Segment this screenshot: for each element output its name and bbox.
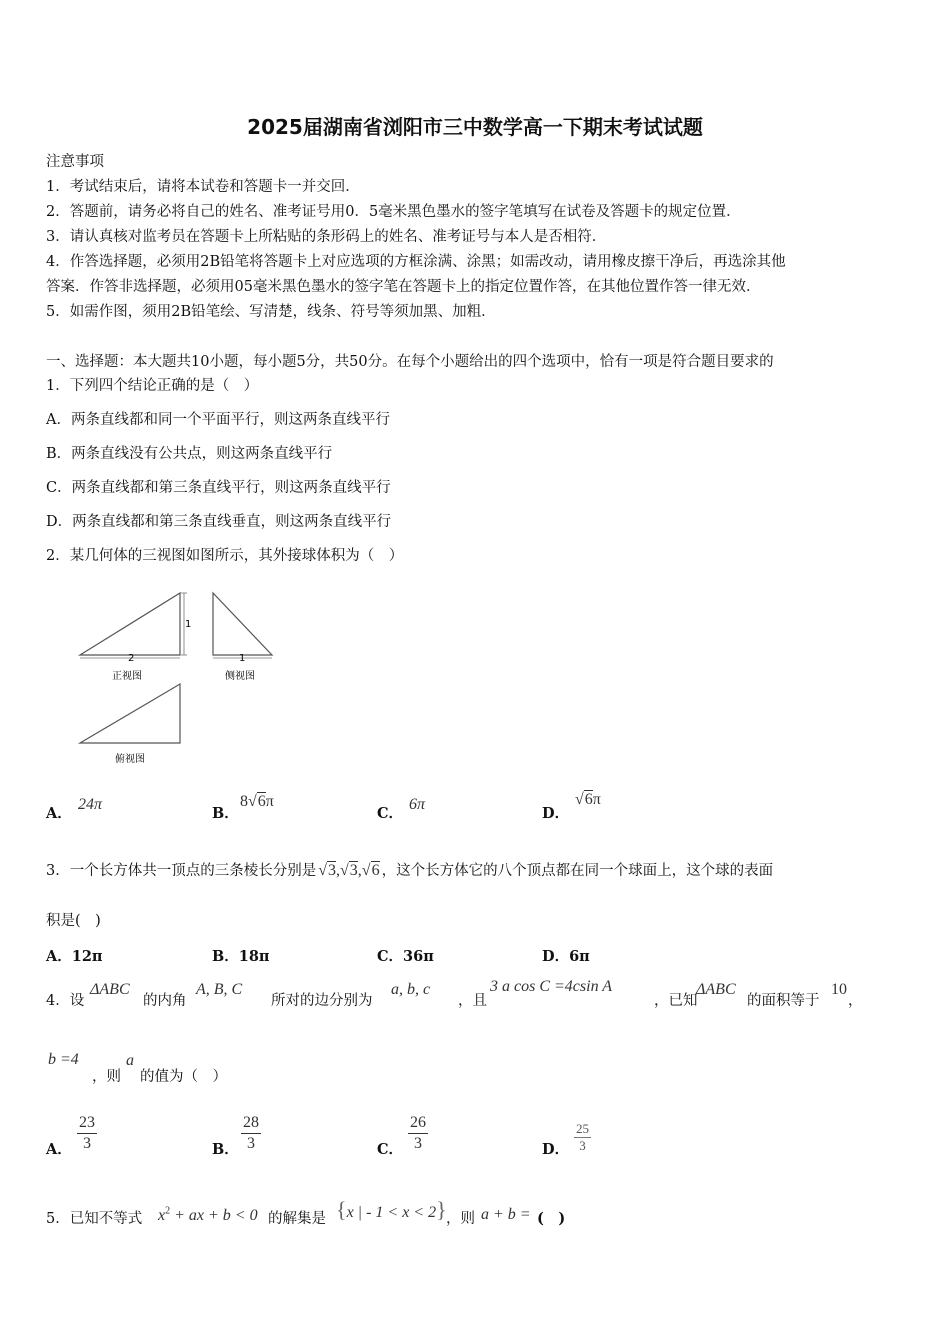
q4-text-3: ，且 (458, 993, 487, 1009)
q2-label-d: D． (542, 805, 570, 822)
front-dim-label: 2 (128, 653, 135, 664)
q4-text-2: 所对的边分别为 (271, 993, 373, 1009)
q4-angles: A, B, C (196, 981, 243, 998)
q4-option-b-frac: $\frac{28}{3}$ (243, 1114, 259, 1152)
side-view-caption: 侧视图 (225, 671, 255, 682)
q2-option-c-math: 6π (409, 796, 426, 813)
q4-tail: 的值为（ ） (140, 1069, 227, 1085)
q4-then: ，则 (92, 1069, 121, 1085)
q5-pre: 5．已知不等式 (46, 1211, 143, 1227)
q5-then: ，则 (446, 1211, 475, 1227)
question-3-stem-cont: 积是( ) (46, 913, 101, 929)
three-view-figure (70, 585, 290, 770)
q3-option-b: B．18π (212, 948, 270, 965)
page-title: 2025届湖南省浏阳市三中数学高一下期末考试试题 (247, 115, 703, 139)
q1-option-a: A．两条直线都和同一个平面平行，则这两条直线平行 (46, 412, 390, 428)
q2-option-b-math: 8√6π (240, 793, 274, 810)
front-view-caption: 正视图 (112, 671, 142, 682)
side-view-triangle (213, 593, 272, 655)
q4-option-d-frac: $\frac{25}{3}$ (576, 1121, 589, 1153)
note-item: 3．请认真核对监考员在答题卡上所粘贴的条形码上的姓名、准考证号与本人是否相符． (46, 229, 607, 245)
section-heading: 一、选择题：本大题共10小题，每小题5分，共50分。在每个小题给出的四个选项中，恰有一项是符合题目要求的 (46, 354, 774, 370)
q5-solution-set: {x | - 1 < x < 2} (336, 1197, 447, 1222)
q1-option-b: B．两条直线没有公共点，则这两条直线平行 (46, 446, 333, 462)
note-item: 5．如需作图，须用2B铅笔绘、写清楚，线条、符号等须加黑、加粗． (46, 304, 496, 320)
q4-comma: ， (848, 993, 863, 1009)
notes-heading: 注意事项 (46, 154, 104, 170)
q4-area: 10 (831, 981, 847, 998)
q4-label-c: C． (377, 1141, 404, 1158)
q4-triangle-1: ΔABC (90, 981, 130, 998)
q5-ab: a + b = (481, 1206, 531, 1223)
q3-option-a: A．12π (46, 948, 103, 965)
q5-mid: 的解集是 (268, 1211, 326, 1227)
q4-sides: a, b, c (391, 981, 431, 998)
note-item: 2．答题前，请务必将自己的姓名、准考证号用0．5毫米黑色墨水的签字笔填写在试卷及答题卡的规定位置． (46, 204, 741, 220)
top-view-caption: 俯视图 (115, 754, 145, 765)
note-item: 4．作答选择题，必须用2B铅笔将答题卡上对应选项的方框涂满、涂黑；如需改动，请用橡皮擦干净后，再选涂其他 (46, 254, 786, 270)
q1-option-d: D．两条直线都和第三条直线垂直，则这两条直线平行 (46, 514, 392, 530)
front-view-triangle (80, 593, 180, 655)
side-dim-label: 1 (239, 653, 246, 664)
q4-label-d: D． (542, 1141, 570, 1158)
height-dim-label: 1 (185, 619, 192, 630)
question-3-stem: 3．一个长方体共一顶点的三条棱长分别是 √3,√3,√6 ，这个长方体它的八个顶点都在同一个球面上，这个球的表面 (46, 862, 774, 879)
q5-tail: ( ) (537, 1210, 566, 1227)
question-1-stem: 1．下列四个结论正确的是（ ） (46, 378, 259, 394)
q4-text-5: 的面积等于 (747, 993, 820, 1009)
q4-pre: 4．设 (46, 993, 85, 1009)
q1-option-c: C．两条直线都和第三条直线平行，则这两条直线平行 (46, 480, 391, 496)
q4-text-4: ，已知 (654, 993, 698, 1009)
top-view-triangle (80, 684, 180, 743)
q4-label-a: A． (46, 1141, 72, 1158)
question-2-stem: 2．某几何体的三视图如图所示，其外接球体积为（ ） (46, 548, 404, 564)
q4-option-c-frac: $\frac{26}{3}$ (410, 1114, 426, 1152)
note-item: 1．考试结束后，请将本试卷和答题卡一并交回． (46, 179, 360, 195)
q4-text-1: 的内角 (143, 993, 187, 1009)
q4-label-b: B． (212, 1141, 239, 1158)
q2-label-b: B． (212, 805, 239, 822)
q4-condition: 3 a cos C =4csin A (490, 978, 613, 995)
q3-option-c: C．36π (377, 948, 434, 965)
q5-inequality: $x^2$ + ax + b < 0 (158, 1205, 258, 1224)
q4-option-a-frac: $\frac{23}{3}$ (79, 1114, 95, 1152)
note-item: 答案．作答非选择题，必须用05毫米黑色墨水的签字笔在答题卡上的指定位置作答，在其他位置作答一律无效． (46, 279, 761, 295)
q4-b-value: b =4 (48, 1051, 79, 1068)
q2-label-a: A． (46, 805, 72, 822)
q4-a-var: a (126, 1052, 134, 1069)
q4-triangle-2: ΔABC (696, 981, 736, 998)
q2-label-c: C． (377, 805, 404, 822)
q2-option-d-math: √6π (575, 791, 601, 808)
q3-option-d: D．6π (542, 948, 590, 965)
q2-option-a-math: 24π (78, 796, 103, 813)
